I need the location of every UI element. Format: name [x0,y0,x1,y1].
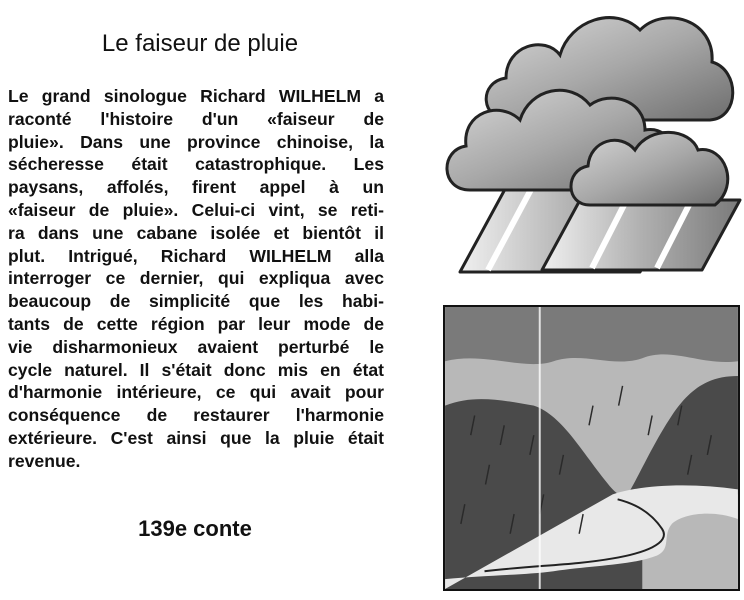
story-line: conséquence de restaurer l'harmonie [8,405,384,426]
story-line: revenue. [8,450,81,471]
page-title: Le faiseur de pluie [101,30,299,57]
story-line: paysans, affolés, firent appel à un [8,177,384,198]
story-line: «faiseur de pluie». Celui-ci vint, se reti- [8,199,384,220]
story-line: extérieure. C'est ainsi que la pluie était [8,427,384,448]
story-line: beaucoup de simplicité que les habi- [8,291,384,312]
story-line: d'harmonie intérieure, ce qui avait pour [8,382,384,403]
story-line: tants de cette région par leur mode de [8,313,384,334]
rain-clouds-illustration [440,0,744,280]
story-line: sécheresse était catastrophique. Les [8,154,384,175]
story-number: 139e conte [138,516,252,541]
story-text [8,85,384,473]
story-line: plut. Intrigué, Richard WILHELM alla [8,245,384,266]
rain-landscape-illustration [443,305,740,591]
story-line: Le grand sinologue Richard WILHELM a [8,86,384,106]
story-line: interroger ce dernier, qui expliqua avec [8,268,384,289]
story-line: vie disharmonieux avaient perturbé le [8,336,384,357]
story-line: pluie». Dans une province chinoise, la [8,131,384,152]
story-line: raconté l'histoire d'un «faiseur de [8,108,384,129]
story-line: cycle naturel. Il s'était donc mis en état [8,359,384,380]
story-line: ra dans une cabane isolée et bientôt il [8,222,384,243]
